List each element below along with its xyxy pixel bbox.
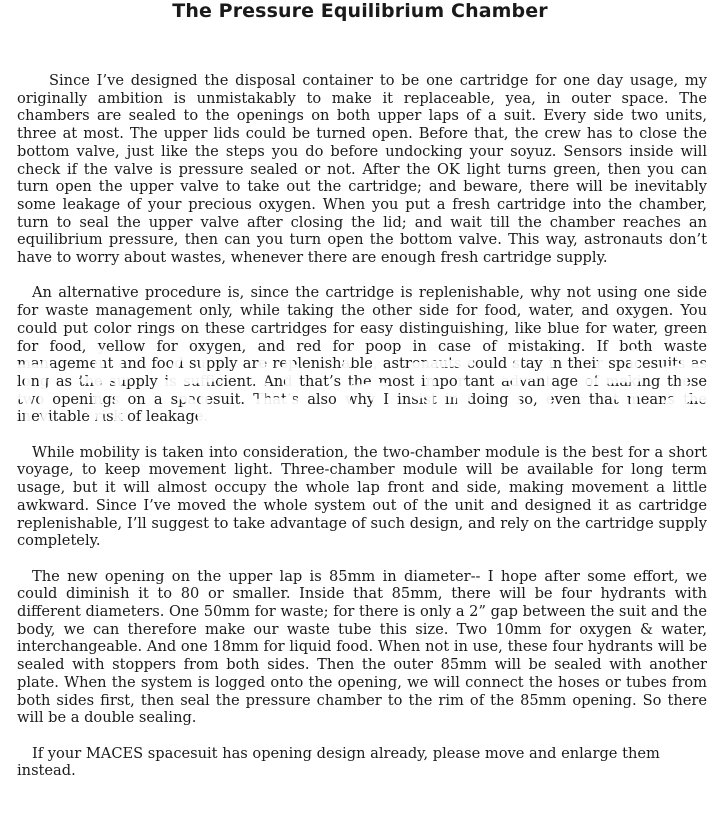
paragraph: An alternative procedure is, since the cartridge is replenishable, why not using one side for waste management only, while taking the other side for food, water, and oxygen. You could put color rings on these cartridges for easy distinguishing, like blue for water, green for food, yellow for oxygen, and red for poop in case of mistaking. If both waste management and food supply are replenishable, astronauts could stay in their spacesuits as long as the supply is sufficient. And that’s the most important advantage of making these two openings on a spacesuit. That’s also why I insist in doing so, even that means the inevitable risk of leakage. (17, 284, 707, 426)
document-body (17, 72, 707, 798)
paragraph: The new opening on the upper lap is 85mm in diameter-- I hope after some effort, we could diminish it to 80 or smaller. Inside that 85mm, there will be four hydrants with different diameters. One 50mm for waste; for there is only a 2” gap between the suit and the body, we can therefore make our waste tube this size. Two 10mm for oxygen & water, interchangeable. And one 18mm for liquid food. When not in use, these four hydrants will be sealed with stoppers from both sides. Then the outer 85mm will be sealed with another plate. When the system is logged onto the opening, we will connect the hoses or tubes from both sides first, then seal the pressure chamber to the rim of the 85mm opening. So there will be a double sealing. (17, 567, 707, 727)
page-title: The Pressure Equilibrium Chamber (172, 0, 548, 22)
paragraph: While mobility is taken into consideration, the two-chamber module is the best for a short voyage, to keep movement light. Three-chamber module will be available for long term usage, but it will almost occupy the whole lap front and side, making movement a little awkward. Since I’ve moved the whole system out of the unit and designed it as cartridge replenishable, I’ll suggest to take advantage of such design, and rely on the cartridge supply completely. (17, 443, 707, 550)
paragraph: If your MACES spacesuit has opening design already, please move and enlarge them instead. (17, 744, 660, 780)
paragraph: Since I’ve designed the disposal container to be one cartridge for one day usage, my originally ambition is unmistakably to make it replaceable, yea, in outer space. The chambers are sealed to the openings on both upper laps of a suit. Every side two units, three at most. The upper lids could be turned open. Before that, the crew has to close the bottom valve, just like the steps you do before undocking your soyuz. Sensors inside will check if the valve is pressure sealed or not. After the OK light turns green, then you can turn open the upper valve to take out the cartridge; and beware, there will be inevitably some leakage of your precious oxygen. When you put a fresh cartridge into the chamber, turn to seal the upper valve after closing the lid; and wait till the chamber reaches an equilibrium pressure, then can you turn open the bottom valve. This way, astronauts don’t have to worry about wastes, whenever there are enough fresh cartridge supply. (17, 72, 707, 267)
